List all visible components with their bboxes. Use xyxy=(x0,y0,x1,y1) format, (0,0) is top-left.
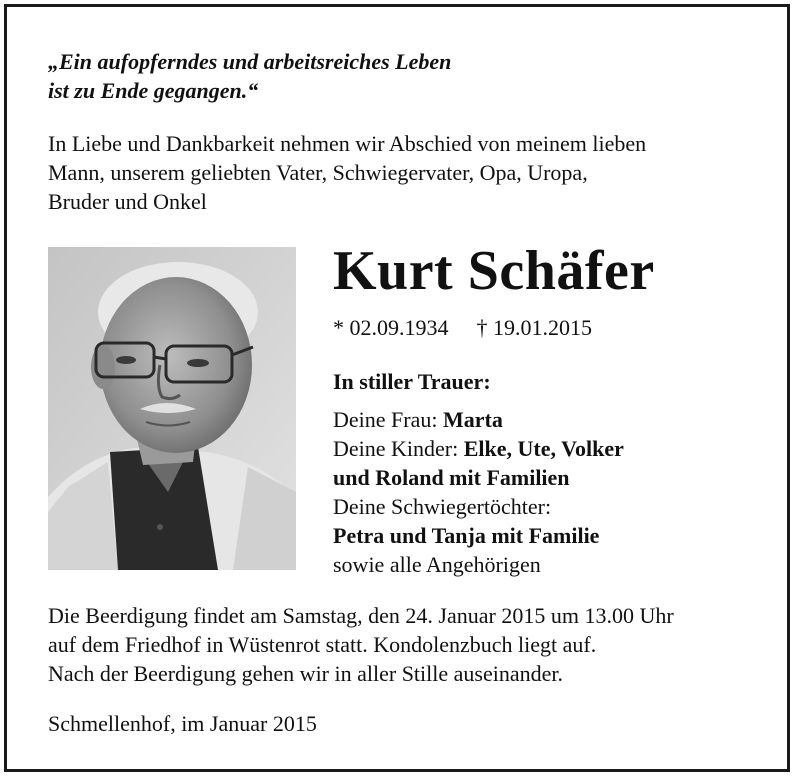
death-date: † 19.01.2015 xyxy=(476,315,592,340)
intro-line-2: Mann, unserem geliebten Vater, Schwiegervater, Opa, Uropa, xyxy=(48,160,588,185)
intro-line-1: In Liebe und Dankbarkeit nehmen wir Abschied von meinem lieben xyxy=(48,131,647,156)
intro-line-3: Bruder und Onkel xyxy=(48,189,207,214)
place-and-date: Schmellenhof, im Januar 2015 xyxy=(48,711,317,736)
funeral-line-2: auf dem Friedhof in Wüstenrot statt. Kondolenzbuch liegt auf. xyxy=(48,632,597,657)
motto-line-1: „Ein aufopferndes und arbeitsreiches Leben xyxy=(48,49,452,74)
mourner-children xyxy=(333,434,624,463)
mourners-list xyxy=(333,367,624,579)
intro-text xyxy=(48,129,768,216)
deceased-name: Kurt Schäfer xyxy=(333,240,655,302)
other-relatives: sowie alle Angehörigen xyxy=(333,552,541,577)
obituary-card xyxy=(4,4,790,772)
mourner-wife xyxy=(333,405,624,434)
children-label: Deine Kinder: xyxy=(333,436,464,461)
funeral-line-3: Nach der Beerdigung gehen wir in aller Stille auseinander. xyxy=(48,661,563,686)
children-names: Elke, Ute, Volker xyxy=(463,436,624,461)
portrait-photo xyxy=(48,247,296,570)
children-names-cont: und Roland mit Familien xyxy=(333,465,570,490)
funeral-line-1: Die Beerdigung findet am Samstag, den 24. Januar 2015 um 13.00 Uhr xyxy=(48,603,674,628)
portrait-photo-icon xyxy=(48,247,296,570)
motto-line-2: ist zu Ende gegangen.“ xyxy=(48,78,259,103)
birth-date: * 02.09.1934 xyxy=(333,315,449,340)
daughters-in-law-label: Deine Schwiegertöchter: xyxy=(333,494,552,519)
motto-quote xyxy=(48,47,451,105)
life-dates xyxy=(333,313,592,342)
daughters-in-law-names: Petra und Tanja mit Familie xyxy=(333,523,600,548)
wife-label: Deine Frau: xyxy=(333,407,443,432)
wife-name: Marta xyxy=(442,407,503,432)
mourning-heading: In stiller Trauer: xyxy=(333,369,491,394)
mourner-daughters-in-law xyxy=(333,521,624,550)
funeral-info xyxy=(48,601,778,688)
mourner-children-cont xyxy=(333,463,624,492)
